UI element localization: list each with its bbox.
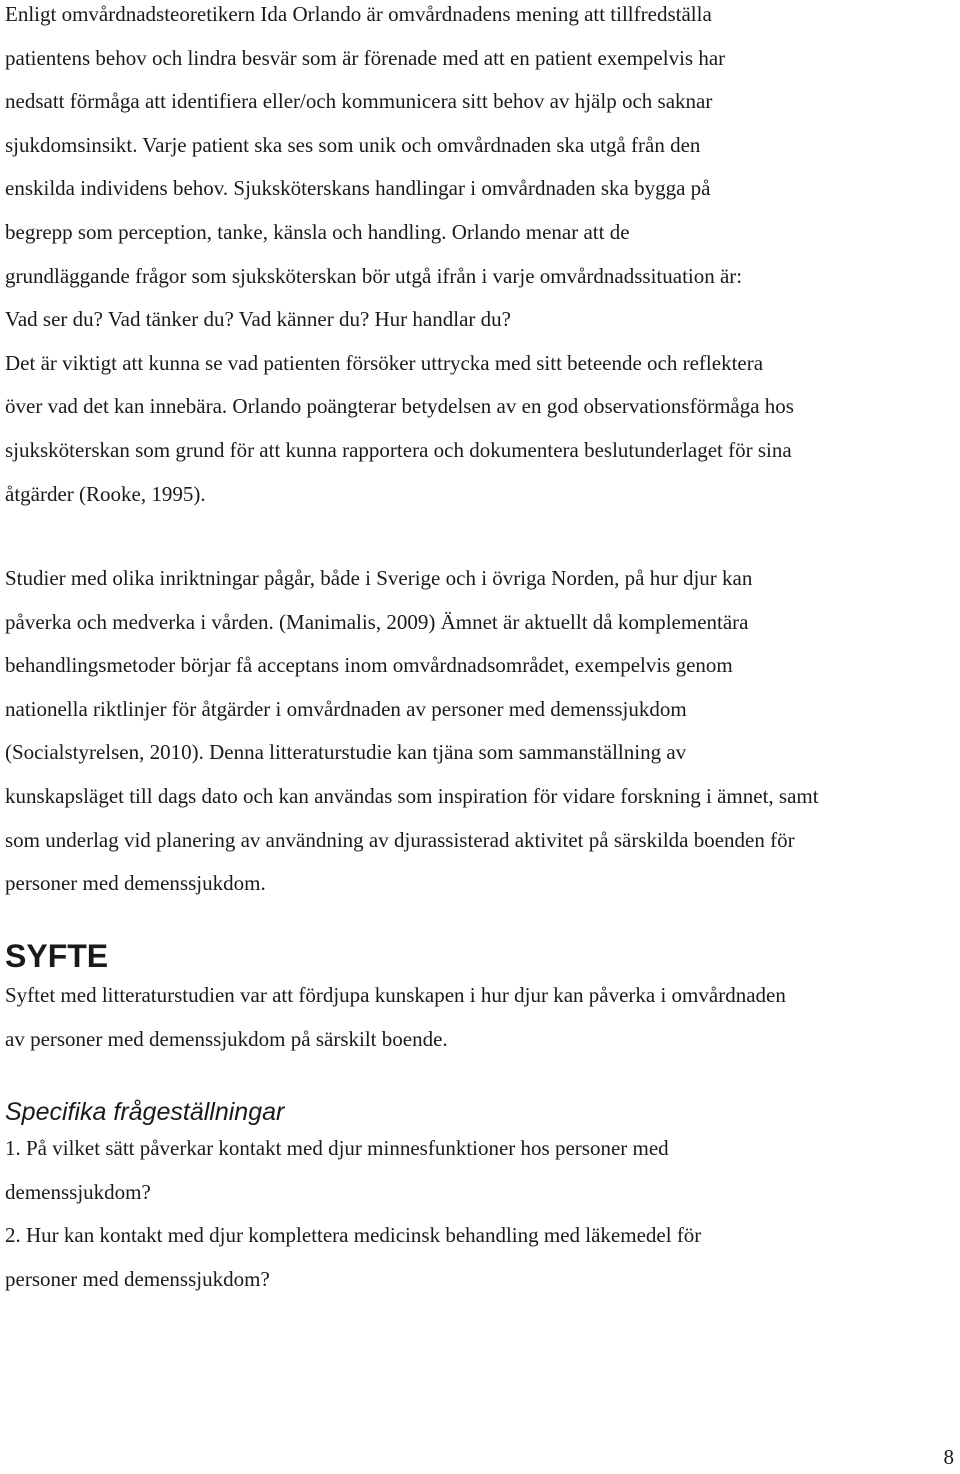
text-line: nedsatt förmåga att identifiera eller/och kommunicera sitt behov av hjälp och saknar: [5, 89, 713, 114]
text-line: nationella riktlinjer för åtgärder i omvårdnaden av personer med demenssjukdom: [5, 696, 687, 721]
page-number: 8: [943, 1445, 954, 1469]
syfte-heading: SYFTE: [5, 938, 109, 974]
text-line: Studier med olika inriktningar pågår, både i Sverige och i övriga Norden, på hur djur kan: [5, 566, 753, 590]
text-line: (Socialstyrelsen, 2010). Denna litteraturstudie kan tjäna som sammanställning av: [5, 740, 687, 765]
questions-heading: Specifika frågeställningar: [5, 1098, 285, 1126]
questions-list: [5, 1127, 955, 1301]
text-line: som underlag vid planering av användning av djurassisterad aktivitet på särskilda boenden för: [5, 827, 795, 852]
text-line: över vad det kan innebära. Orlando poängterar betydelsen av en god observationsförmåga hos: [5, 394, 794, 419]
text-line: patientens behov och lindra besvär som är förenade med att en patient exempelvis har: [5, 45, 726, 70]
text-line: grundläggande frågor som sjuksköterskan bör utgå ifrån i varje omvårdnadssituation är:: [5, 263, 743, 288]
question-line: 1. På vilket sätt påverkar kontakt med djur minnesfunktioner hos personer med: [5, 1136, 669, 1160]
syfte-paragraph: [5, 974, 955, 1061]
orlando-theory-paragraph: [5, 0, 955, 516]
text-line: Vad ser du? Vad tänker du? Vad känner du? Hur handlar du?: [5, 307, 511, 332]
text-line: åtgärder (Rooke, 1995).: [5, 481, 206, 506]
text-line: av personer med demenssjukdom på särskilt boende.: [5, 1026, 448, 1051]
studies-paragraph: [5, 557, 955, 906]
question-line: demenssjukdom?: [5, 1179, 151, 1204]
text-line: kunskapsläget till dags dato och kan användas som inspiration för vidare forskning i ämnet, samt: [5, 783, 819, 808]
text-line: Syftet med litteraturstudien var att fördjupa kunskapen i hur djur kan påverka i omvårdnaden: [5, 983, 786, 1007]
text-line: sjuksköterskan som grund för att kunna rapportera och dokumentera beslutunderlaget för sina: [5, 437, 792, 462]
text-line: Det är viktigt att kunna se vad patienten försöker uttrycka med sitt beteende och reflektera: [5, 350, 764, 375]
text-line: behandlingsmetoder börjar få acceptans inom omvårdnadsområdet, exempelvis genom: [5, 653, 733, 678]
text-line: begrepp som perception, tanke, känsla och handling. Orlando menar att de: [5, 219, 630, 244]
text-line: enskilda individens behov. Sjuksköterskans handlingar i omvårdnaden ska bygga på: [5, 176, 711, 201]
text-line: Enligt omvårdnadsteoretikern Ida Orlando är omvårdnadens mening att tillfredställa: [5, 2, 712, 26]
question-line: personer med demenssjukdom?: [5, 1266, 270, 1291]
question-line: 2. Hur kan kontakt med djur komplettera medicinsk behandling med läkemedel för: [5, 1223, 702, 1248]
text-line: påverka och medverka i vården. (Manimalis, 2009) Ämnet är aktuellt då komplementära: [5, 609, 749, 634]
text-line: sjukdomsinsikt. Varje patient ska ses som unik och omvårdnaden ska utgå från den: [5, 132, 701, 157]
text-line: personer med demenssjukdom.: [5, 871, 266, 896]
